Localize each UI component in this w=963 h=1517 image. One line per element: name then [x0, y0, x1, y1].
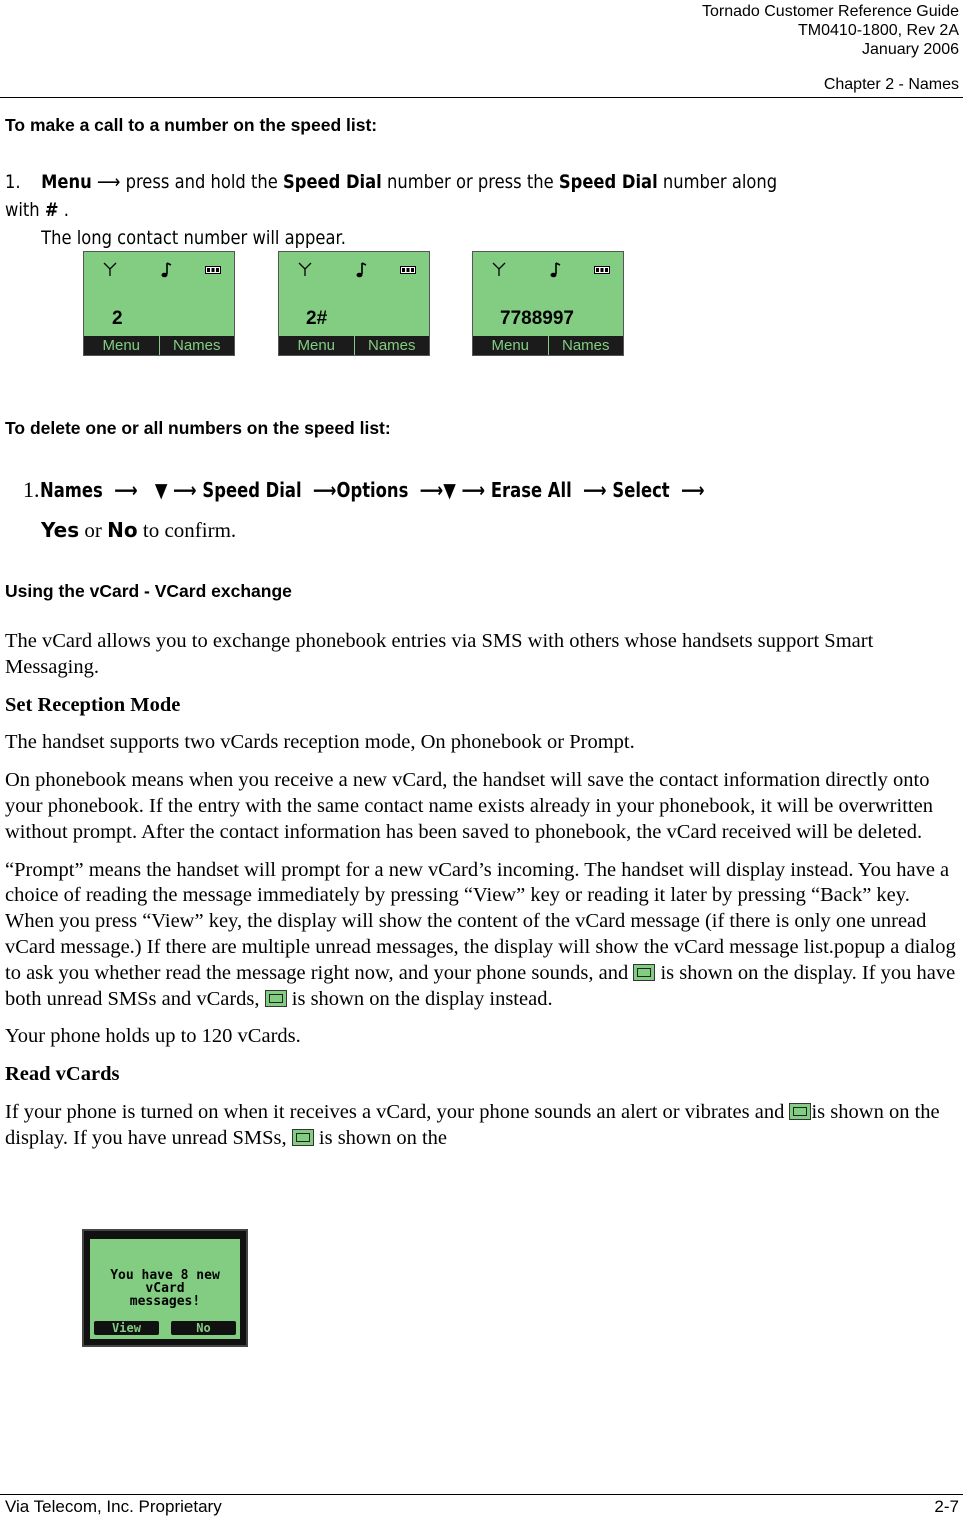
- ringer-note-icon: [548, 261, 562, 279]
- select-key: Select: [611, 478, 670, 502]
- message-line: messages!: [129, 1294, 201, 1309]
- softkey-names: Names: [159, 336, 235, 355]
- arrow: ⟶: [461, 478, 485, 502]
- section-heading-call: To make a call to a number on the speed list:: [5, 115, 378, 135]
- down-arrow-icon: ▼: [442, 478, 456, 502]
- vcard-body: [5, 629, 960, 1152]
- paragraph-text: “Prompt” means the handset will prompt for a new vCard’s incoming. The handset will display instead. You have a choice of reading the message immediately by pressing “View” key or reading it later by pressing “Back” key. When you press “View” key, the display will show the content of the vCard message (if there is only one unread vCard message.) If there are multiple unread messages, the display will show the vCard message list.popup a dialog to ask you whether read the message right now, and your phone sounds, and: [5, 858, 956, 984]
- speed-dial-key: Speed Dial: [558, 171, 658, 193]
- no-key: No: [107, 518, 138, 542]
- softkey-no: No: [171, 1321, 236, 1335]
- arrow: ⟶: [312, 478, 337, 502]
- signal-antenna-icon: [492, 262, 506, 276]
- message-line: You have 8 new: [110, 1268, 220, 1283]
- read-vcards-heading: Read vCards: [5, 1063, 120, 1086]
- step-text: number or press the: [381, 171, 559, 193]
- battery-icon: [594, 266, 610, 274]
- paragraph-text: If your phone is turned on when it receives a vCard, your phone sounds an alert or vibrates and: [5, 1100, 790, 1123]
- paragraph: [5, 858, 960, 1013]
- arrow: ⟶: [172, 478, 197, 502]
- signal-antenna-icon: [298, 262, 312, 276]
- softkey-menu: Menu: [297, 337, 336, 354]
- softkey-view: View: [94, 1321, 159, 1335]
- step-delete-line1: [23, 470, 850, 510]
- header-rule: [0, 97, 963, 98]
- softkey-bar: [94, 1321, 236, 1335]
- doc-number: TM0410-1800, Rev 2A: [798, 22, 959, 39]
- battery-icon: [205, 266, 221, 274]
- signal-antenna-icon: [103, 262, 117, 276]
- arrow: ⟶: [113, 478, 138, 502]
- sms-message-icon: [292, 1129, 314, 1146]
- arrow: ⟶: [680, 478, 705, 502]
- vcard-message-icon: [633, 964, 655, 981]
- speed-dial-key: Speed Dial: [201, 478, 302, 502]
- message-line: vCard: [145, 1281, 185, 1296]
- dialed-number: 7788997: [500, 308, 574, 329]
- vcard-intro: The vCard allows you to exchange phonebook entries via SMS with others whose handsets support Smart Messaging.: [5, 630, 874, 678]
- key-sequence: [40, 470, 705, 510]
- paragraph: The handset supports two vCards reception mode, On phonebook or Prompt.: [5, 731, 635, 754]
- menu-key: Menu: [41, 171, 92, 193]
- page-number: 2-7: [934, 1497, 959, 1516]
- battery-icon: [400, 266, 416, 274]
- phone-screen-3: [472, 251, 624, 356]
- step-delete: [23, 470, 850, 550]
- chapter-label: Chapter 2 - Names: [823, 76, 959, 93]
- softkey-names: Names: [548, 336, 624, 355]
- paragraph-text: is shown on the display. If you have both unread SMSs and vCards,: [5, 961, 956, 1010]
- down-arrow-icon: ▼: [154, 478, 167, 502]
- step-line2: The long contact number will appear.: [41, 227, 346, 249]
- paragraph-text: is shown on the: [313, 1126, 448, 1149]
- phone-screen-2: [278, 251, 430, 356]
- arrow: ⟶: [96, 171, 121, 193]
- softkey-menu: Menu: [102, 337, 141, 354]
- arrow: ⟶: [419, 478, 443, 502]
- step-number: 1.: [5, 171, 21, 193]
- screen-message: [90, 1269, 240, 1308]
- ringer-note-icon: [354, 261, 368, 279]
- step-text: number along with: [5, 171, 778, 221]
- dialed-number: 2#: [306, 308, 328, 329]
- sms-vcard-message-icon: [265, 990, 287, 1007]
- erase-all-key: Erase All: [490, 478, 572, 502]
- step-number: 1.: [23, 477, 40, 502]
- screen-display: [90, 1239, 240, 1339]
- softkey-bar: [279, 336, 429, 355]
- softkey-menu: Menu: [491, 337, 530, 354]
- paragraph-text: is shown on the display instead.: [286, 987, 553, 1010]
- names-key: Names: [39, 478, 103, 502]
- yes-key: Yes: [41, 518, 80, 542]
- set-reception-heading: Set Reception Mode: [5, 693, 181, 716]
- step-text: or: [79, 518, 108, 542]
- vcard-message-screen: [82, 1229, 248, 1347]
- vcard-message-icon: [789, 1103, 811, 1120]
- paragraph: [5, 1100, 960, 1152]
- step-call: [5, 168, 813, 252]
- arrow: ⟶: [582, 478, 607, 502]
- speed-dial-key: Speed Dial: [282, 171, 382, 193]
- footer-rule: [0, 1494, 963, 1495]
- paragraph: Your phone holds up to 120 vCards.: [5, 1025, 301, 1048]
- step-text: press and hold the: [120, 171, 283, 193]
- paragraph-text: is shown on the display. If you have unread SMSs,: [5, 1100, 940, 1149]
- options-key: Options: [336, 478, 408, 502]
- paragraph: On phonebook means when you receive a new vCard, the handset will save the contact information directly onto your phonebook. If the entry with the same contact name exists already in your phonebook, it will be overwritten without prompt. After the contact information has been saved to phonebook, the vCard received will be deleted.: [5, 769, 933, 843]
- hash-key: #: [44, 199, 59, 221]
- section-heading-delete: To delete one or all numbers on the speed list:: [5, 418, 391, 438]
- doc-date: January 2006: [862, 41, 959, 58]
- guide-title: Tornado Customer Reference Guide: [701, 3, 959, 20]
- step-text: to confirm.: [137, 518, 237, 542]
- ringer-note-icon: [159, 261, 173, 279]
- dialed-number: 2: [112, 308, 123, 329]
- step-delete-line2: [23, 510, 850, 550]
- section-heading-vcard: Using the vCard - VCard exchange: [5, 581, 292, 601]
- softkey-bar: [473, 336, 623, 355]
- softkey-bar: [84, 336, 234, 355]
- header-block: [702, 2, 959, 59]
- phone-screen-1: [83, 251, 235, 356]
- step-text: .: [63, 199, 69, 221]
- footer-left: Via Telecom, Inc. Proprietary: [5, 1497, 222, 1516]
- softkey-names: Names: [354, 336, 430, 355]
